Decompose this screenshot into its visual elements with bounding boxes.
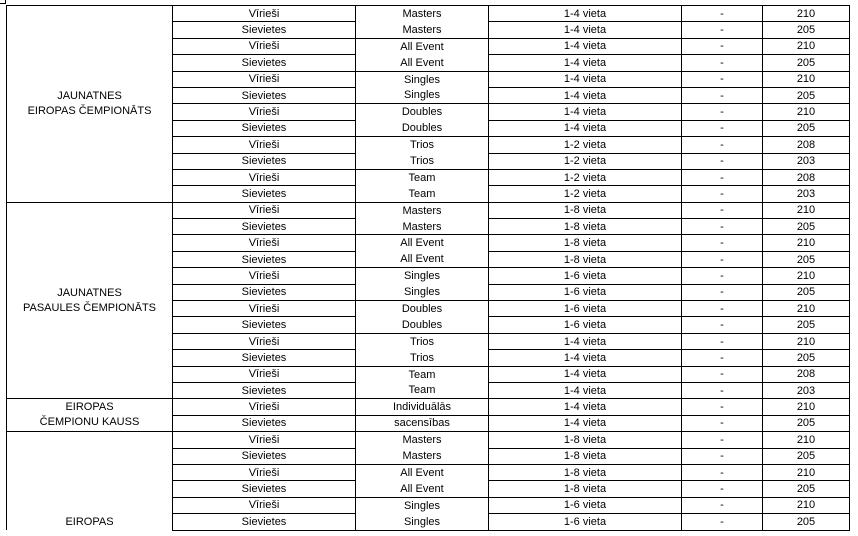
gender-cell: Vīrieši xyxy=(173,71,356,87)
table-row xyxy=(7,399,850,415)
gender-cell: Sievietes xyxy=(173,55,356,71)
gender-cell: Sievietes xyxy=(173,448,356,464)
dash-cell: - xyxy=(682,366,763,382)
gender-cell: Vīrieši xyxy=(173,137,356,153)
dash-cell: - xyxy=(682,202,763,218)
gender-cell: Vīrieši xyxy=(173,333,356,349)
score-cell: 210 xyxy=(763,301,850,317)
place-cell: 1-4 vieta xyxy=(489,87,682,103)
place-cell: 1-4 vieta xyxy=(489,55,682,71)
score-cell: 203 xyxy=(763,153,850,169)
gender-cell: Vīrieši xyxy=(173,399,356,415)
place-cell: 1-6 vieta xyxy=(489,317,682,333)
dash-cell: - xyxy=(682,497,763,513)
event-cell: sacensības xyxy=(356,415,489,431)
dash-cell: - xyxy=(682,399,763,415)
gender-cell: Sievietes xyxy=(173,415,356,431)
score-cell: 210 xyxy=(763,268,850,284)
event-cell: All Event xyxy=(356,38,489,54)
event-cell: Doubles xyxy=(356,317,489,333)
dash-cell: - xyxy=(682,481,763,497)
dash-cell: - xyxy=(682,284,763,300)
category-title-line: ČEMPIONU KAUSS xyxy=(39,416,140,429)
place-cell: 1-4 vieta xyxy=(489,104,682,120)
gender-cell: Sievietes xyxy=(173,186,356,202)
gender-cell: Sievietes xyxy=(173,382,356,398)
table-body xyxy=(7,6,850,531)
score-cell: 205 xyxy=(763,514,850,530)
score-cell: 205 xyxy=(763,284,850,300)
event-cell: Team xyxy=(356,186,489,202)
place-cell: 1-8 vieta xyxy=(489,432,682,448)
gender-cell: Sievietes xyxy=(173,284,356,300)
place-cell: 1-4 vieta xyxy=(489,333,682,349)
dash-cell: - xyxy=(682,235,763,251)
category-cell xyxy=(7,202,173,399)
gender-cell: Vīrieši xyxy=(173,235,356,251)
score-cell: 203 xyxy=(763,186,850,202)
place-cell: 1-4 vieta xyxy=(489,399,682,415)
event-cell: All Event xyxy=(356,55,489,71)
score-cell: 210 xyxy=(763,464,850,480)
dash-cell: - xyxy=(682,268,763,284)
score-cell: 208 xyxy=(763,366,850,382)
gender-cell: Sievietes xyxy=(173,350,356,366)
score-cell: 210 xyxy=(763,202,850,218)
dash-cell: - xyxy=(682,514,763,530)
category-title-line: JAUNATNES xyxy=(57,286,122,299)
score-cell: 210 xyxy=(763,399,850,415)
event-cell: Trios xyxy=(356,350,489,366)
place-cell: 1-6 vieta xyxy=(489,268,682,284)
table-row xyxy=(7,202,850,218)
place-cell: 1-6 vieta xyxy=(489,514,682,530)
score-cell: 205 xyxy=(763,251,850,267)
gender-cell: Vīrieši xyxy=(173,464,356,480)
dash-cell: - xyxy=(682,38,763,54)
event-cell: Masters xyxy=(356,22,489,38)
dash-cell: - xyxy=(682,464,763,480)
dash-cell: - xyxy=(682,87,763,103)
place-cell: 1-8 vieta xyxy=(489,251,682,267)
score-cell: 208 xyxy=(763,169,850,185)
gender-cell: Sievietes xyxy=(173,317,356,333)
score-cell: 210 xyxy=(763,38,850,54)
category-title-line: EIROPAS xyxy=(65,401,114,414)
gender-cell: Sievietes xyxy=(173,120,356,136)
place-cell: 1-2 vieta xyxy=(489,153,682,169)
score-cell: 205 xyxy=(763,55,850,71)
event-cell: Singles xyxy=(356,71,489,87)
place-cell: 1-8 vieta xyxy=(489,235,682,251)
dash-cell: - xyxy=(682,382,763,398)
score-cell: 205 xyxy=(763,350,850,366)
dash-cell: - xyxy=(682,169,763,185)
place-cell: 1-4 vieta xyxy=(489,382,682,398)
gender-cell: Sievietes xyxy=(173,22,356,38)
score-cell: 203 xyxy=(763,382,850,398)
event-cell: Trios xyxy=(356,153,489,169)
score-cell: 210 xyxy=(763,333,850,349)
table-row xyxy=(7,432,850,448)
dash-cell: - xyxy=(682,350,763,366)
event-cell: Singles xyxy=(356,497,489,513)
category-cell xyxy=(7,399,173,432)
score-cell: 205 xyxy=(763,481,850,497)
score-cell: 210 xyxy=(763,497,850,513)
place-cell: 1-4 vieta xyxy=(489,71,682,87)
event-cell: Doubles xyxy=(356,104,489,120)
place-cell: 1-4 vieta xyxy=(489,415,682,431)
score-cell: 210 xyxy=(763,432,850,448)
dash-cell: - xyxy=(682,137,763,153)
event-cell: Singles xyxy=(356,268,489,284)
score-cell: 205 xyxy=(763,317,850,333)
event-cell: Masters xyxy=(356,6,489,22)
category-title-line: JAUNATNES xyxy=(57,89,122,102)
gender-cell: Vīrieši xyxy=(173,432,356,448)
category-title-line: EIROPAS xyxy=(65,516,114,528)
place-cell: 1-4 vieta xyxy=(489,22,682,38)
dash-cell: - xyxy=(682,22,763,38)
score-cell: 210 xyxy=(763,235,850,251)
event-cell: Singles xyxy=(356,514,489,530)
place-cell: 1-6 vieta xyxy=(489,497,682,513)
event-cell: Trios xyxy=(356,333,489,349)
place-cell: 1-2 vieta xyxy=(489,169,682,185)
place-cell: 1-4 vieta xyxy=(489,350,682,366)
dash-cell: - xyxy=(682,55,763,71)
score-cell: 205 xyxy=(763,415,850,431)
event-cell: All Event xyxy=(356,464,489,480)
gender-cell: Sievietes xyxy=(173,87,356,103)
score-cell: 205 xyxy=(763,87,850,103)
dash-cell: - xyxy=(682,186,763,202)
gender-cell: Vīrieši xyxy=(173,104,356,120)
dash-cell: - xyxy=(682,219,763,235)
gender-cell: Vīrieši xyxy=(173,38,356,54)
score-cell: 205 xyxy=(763,448,850,464)
dash-cell: - xyxy=(682,448,763,464)
score-cell: 205 xyxy=(763,120,850,136)
event-cell: Masters xyxy=(356,432,489,448)
event-cell: Team xyxy=(356,169,489,185)
gender-cell: Vīrieši xyxy=(173,169,356,185)
event-cell: Masters xyxy=(356,219,489,235)
table-row xyxy=(7,6,850,22)
place-cell: 1-8 vieta xyxy=(489,448,682,464)
dash-cell: - xyxy=(682,251,763,267)
corner-mark xyxy=(0,0,6,4)
event-cell: Team xyxy=(356,382,489,398)
event-cell: Individuālās xyxy=(356,399,489,415)
event-cell: All Event xyxy=(356,481,489,497)
gender-cell: Vīrieši xyxy=(173,202,356,218)
dash-cell: - xyxy=(682,333,763,349)
place-cell: 1-2 vieta xyxy=(489,137,682,153)
place-cell: 1-8 vieta xyxy=(489,202,682,218)
place-cell: 1-8 vieta xyxy=(489,481,682,497)
gender-cell: Vīrieši xyxy=(173,497,356,513)
dash-cell: - xyxy=(682,71,763,87)
event-cell: All Event xyxy=(356,251,489,267)
qualification-table xyxy=(6,5,850,531)
place-cell: 1-8 vieta xyxy=(489,219,682,235)
dash-cell: - xyxy=(682,6,763,22)
gender-cell: Sievietes xyxy=(173,251,356,267)
category-cell xyxy=(7,432,173,530)
dash-cell: - xyxy=(682,317,763,333)
score-cell: 210 xyxy=(763,104,850,120)
score-cell: 205 xyxy=(763,219,850,235)
category-title-line: PASAULES ČEMPIONĀTS xyxy=(22,301,157,314)
gender-cell: Vīrieši xyxy=(173,6,356,22)
score-cell: 210 xyxy=(763,6,850,22)
place-cell: 1-4 vieta xyxy=(489,38,682,54)
place-cell: 1-6 vieta xyxy=(489,284,682,300)
dash-cell: - xyxy=(682,104,763,120)
place-cell: 1-8 vieta xyxy=(489,464,682,480)
event-cell: All Event xyxy=(356,235,489,251)
gender-cell: Sievietes xyxy=(173,219,356,235)
place-cell: 1-6 vieta xyxy=(489,301,682,317)
dash-cell: - xyxy=(682,301,763,317)
dash-cell: - xyxy=(682,432,763,448)
dash-cell: - xyxy=(682,415,763,431)
gender-cell: Vīrieši xyxy=(173,366,356,382)
event-cell: Singles xyxy=(356,284,489,300)
event-cell: Masters xyxy=(356,202,489,218)
score-cell: 210 xyxy=(763,71,850,87)
gender-cell: Sievietes xyxy=(173,153,356,169)
place-cell: 1-4 vieta xyxy=(489,6,682,22)
gender-cell: Vīrieši xyxy=(173,301,356,317)
event-cell: Doubles xyxy=(356,120,489,136)
dash-cell: - xyxy=(682,120,763,136)
event-cell: Doubles xyxy=(356,301,489,317)
event-cell: Trios xyxy=(356,137,489,153)
score-cell: 205 xyxy=(763,22,850,38)
event-cell: Singles xyxy=(356,87,489,103)
dash-cell: - xyxy=(682,153,763,169)
gender-cell: Sievietes xyxy=(173,514,356,530)
place-cell: 1-2 vieta xyxy=(489,186,682,202)
category-cell xyxy=(7,6,173,203)
event-cell: Team xyxy=(356,366,489,382)
category-title-line: EIROPAS ČEMPIONĀTS xyxy=(27,104,152,117)
gender-cell: Vīrieši xyxy=(173,268,356,284)
place-cell: 1-4 vieta xyxy=(489,366,682,382)
place-cell: 1-4 vieta xyxy=(489,120,682,136)
event-cell: Masters xyxy=(356,448,489,464)
gender-cell: Sievietes xyxy=(173,481,356,497)
score-cell: 208 xyxy=(763,137,850,153)
